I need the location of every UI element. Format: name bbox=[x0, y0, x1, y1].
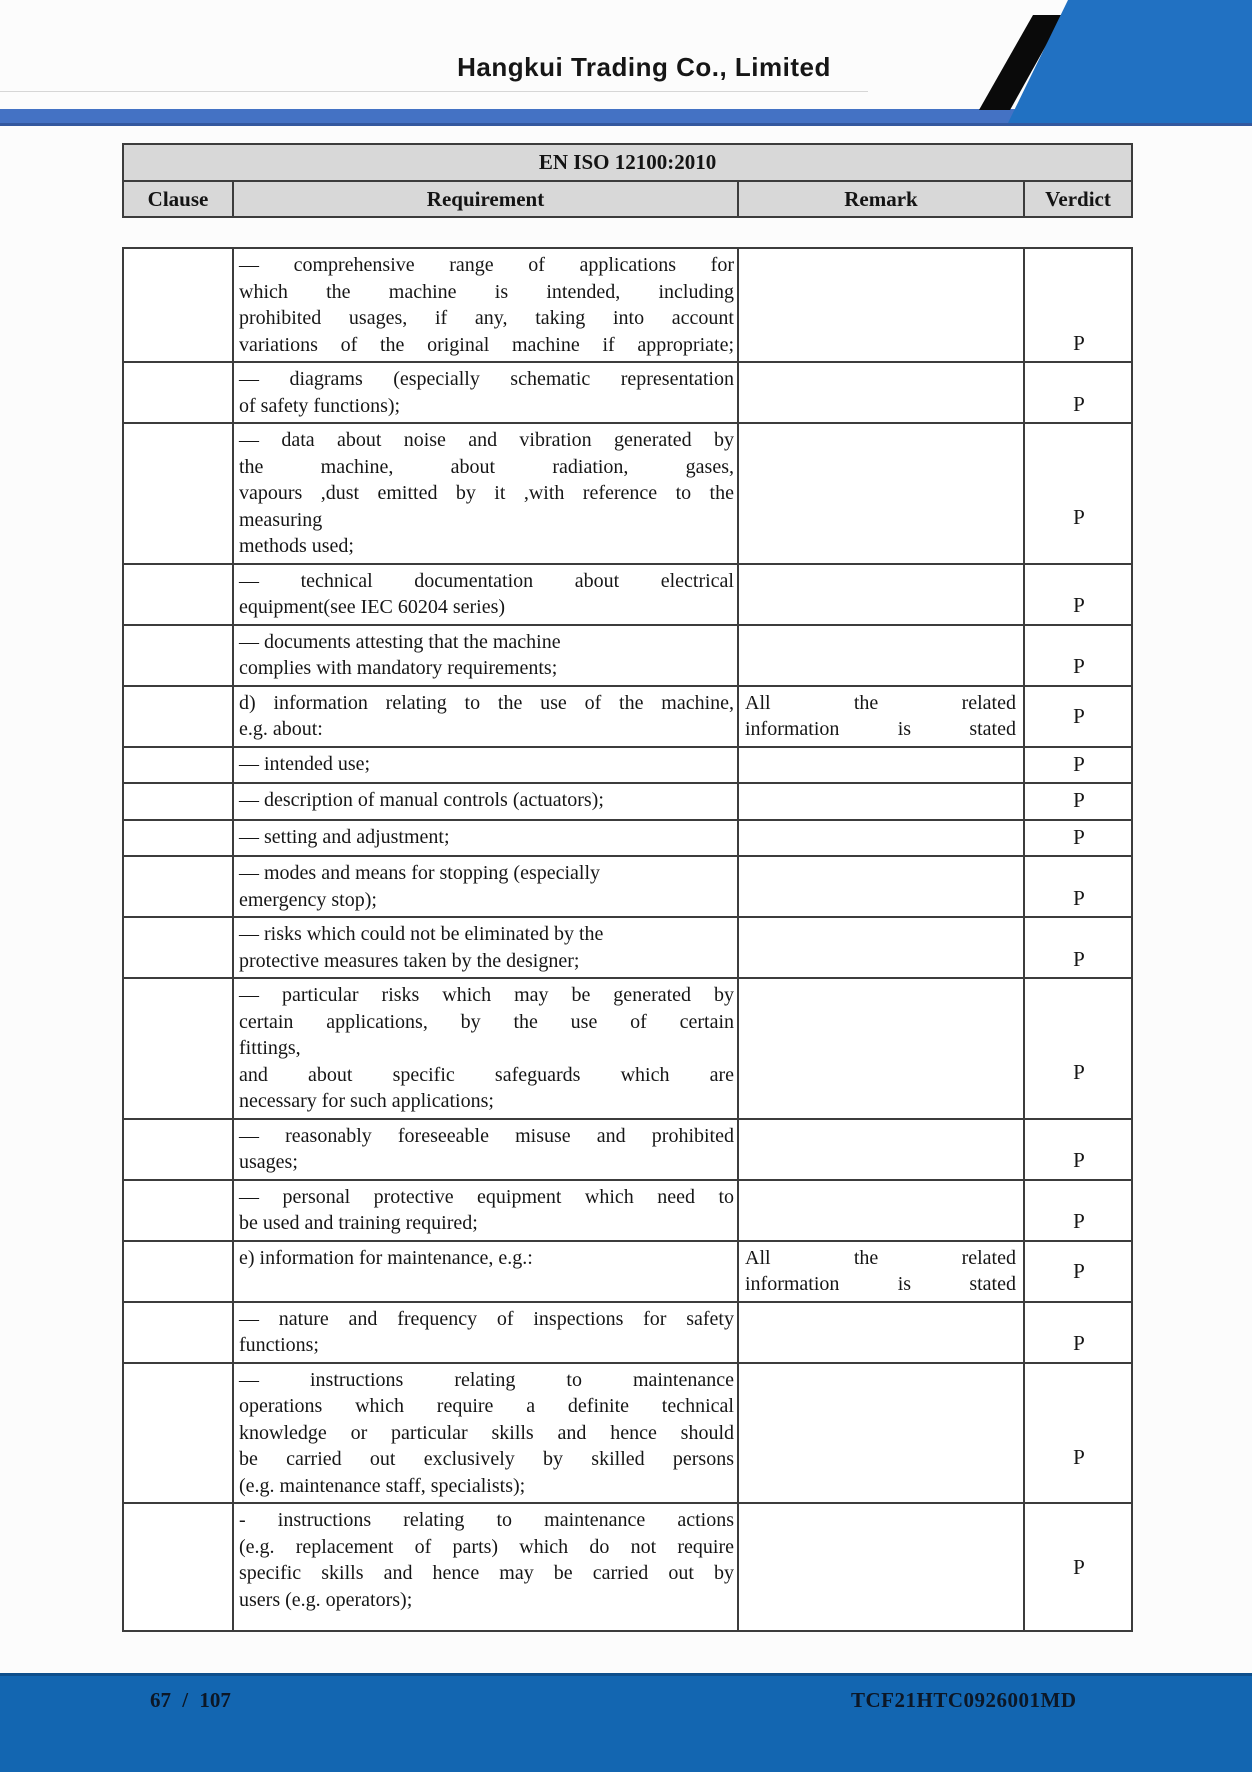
remark-cell bbox=[738, 1363, 1024, 1504]
remark-cell bbox=[738, 1503, 1024, 1631]
verdict-cell: P bbox=[1024, 978, 1132, 1119]
verdict-cell: P bbox=[1024, 856, 1132, 917]
column-header-requirement: Requirement bbox=[233, 181, 738, 217]
requirement-cell bbox=[233, 564, 738, 625]
remark-cell bbox=[738, 1119, 1024, 1180]
clause-cell bbox=[123, 978, 233, 1119]
requirement-text-line: vapours ,dust emitted by it ,with reference to the bbox=[239, 482, 734, 504]
table-row bbox=[123, 686, 1132, 747]
verdict-cell: P bbox=[1024, 747, 1132, 784]
requirement-text-line: — reasonably foreseeable misuse and prohibited bbox=[239, 1124, 734, 1147]
requirement-text-line: be carried out exclusively by skilled persons bbox=[239, 1448, 734, 1470]
requirement-cell bbox=[233, 917, 738, 978]
requirement-text-line: - instructions relating to maintenance actions bbox=[239, 1509, 734, 1531]
requirement-cell bbox=[233, 1363, 738, 1504]
remark-cell bbox=[738, 686, 1024, 747]
clause-cell bbox=[123, 917, 233, 978]
clause-cell bbox=[123, 1302, 233, 1363]
requirements-table bbox=[122, 247, 1133, 1632]
requirement-text-line: — data about noise and vibration generated by bbox=[239, 429, 734, 451]
clause-cell bbox=[123, 686, 233, 747]
verdict-cell: P bbox=[1024, 362, 1132, 423]
remark-cell bbox=[738, 856, 1024, 917]
remark-cell bbox=[738, 248, 1024, 362]
column-header-verdict: Verdict bbox=[1024, 181, 1132, 217]
remark-text-line: information is stated bbox=[745, 718, 1016, 740]
clause-cell bbox=[123, 783, 233, 820]
requirement-cell bbox=[233, 1503, 738, 1631]
table-row bbox=[123, 747, 1132, 784]
table-row bbox=[123, 1180, 1132, 1241]
standard-header-table bbox=[122, 143, 1133, 218]
table-row bbox=[123, 564, 1132, 625]
clause-cell bbox=[123, 248, 233, 362]
clause-cell bbox=[123, 820, 233, 857]
requirement-text-line: operations which require a definite technical bbox=[239, 1395, 734, 1417]
requirement-text-line: prohibited usages, if any, taking into account bbox=[239, 307, 734, 329]
remark-cell bbox=[738, 423, 1024, 564]
table-row bbox=[123, 1241, 1132, 1302]
requirement-text-line: — setting and adjustment; bbox=[239, 825, 450, 848]
clause-cell bbox=[123, 625, 233, 686]
requirement-text-line: users (e.g. operators); bbox=[239, 1588, 413, 1611]
requirement-text-line: — documents attesting that the machine bbox=[239, 630, 561, 653]
remark-text-line: information is stated bbox=[745, 1273, 1016, 1295]
table-row bbox=[123, 1503, 1132, 1631]
page-number: 67 / 107 bbox=[150, 1688, 231, 1712]
table-row bbox=[123, 856, 1132, 917]
requirement-text-line: equipment(see IEC 60204 series) bbox=[239, 596, 506, 618]
requirement-cell bbox=[233, 1180, 738, 1241]
remark-text-line: All the related bbox=[745, 1246, 1016, 1269]
remark-cell bbox=[738, 747, 1024, 784]
verdict-cell: P bbox=[1024, 625, 1132, 686]
clause-cell bbox=[123, 423, 233, 564]
requirement-text-line: — diagrams (especially schematic representation bbox=[239, 368, 734, 390]
requirement-text-line: — technical documentation about electrical bbox=[239, 569, 734, 592]
requirement-cell bbox=[233, 362, 738, 423]
requirement-text-line: — comprehensive range of applications for bbox=[239, 254, 734, 276]
standard-title: EN ISO 12100:2010 bbox=[123, 144, 1132, 181]
requirement-text-line: — intended use; bbox=[239, 752, 371, 775]
verdict-cell: P bbox=[1024, 917, 1132, 978]
requirement-cell bbox=[233, 978, 738, 1119]
verdict-cell: P bbox=[1024, 1503, 1132, 1631]
requirement-text-line: — nature and frequency of inspections for safety bbox=[239, 1307, 734, 1330]
remark-cell bbox=[738, 978, 1024, 1119]
requirement-text-line: methods used; bbox=[239, 535, 354, 557]
requirement-cell bbox=[233, 820, 738, 857]
remark-cell bbox=[738, 917, 1024, 978]
table-row bbox=[123, 1119, 1132, 1180]
verdict-cell: P bbox=[1024, 248, 1132, 362]
verdict-cell: P bbox=[1024, 1119, 1132, 1180]
verdict-cell: P bbox=[1024, 1241, 1132, 1302]
requirement-text-line: of safety functions); bbox=[239, 394, 401, 417]
requirement-text-line: measuring bbox=[239, 508, 323, 531]
company-title: Hangkui Trading Co., Limited bbox=[457, 52, 831, 82]
requirement-text-line: usages; bbox=[239, 1151, 298, 1173]
requirement-text-line: — instructions relating to maintenance bbox=[239, 1368, 734, 1391]
header-divider-line bbox=[0, 91, 868, 92]
table-row bbox=[123, 1363, 1132, 1504]
requirement-text-line: specific skills and hence may be carried out by bbox=[239, 1562, 734, 1584]
table-row bbox=[123, 917, 1132, 978]
remark-cell bbox=[738, 783, 1024, 820]
remark-cell bbox=[738, 362, 1024, 423]
requirement-text-line: — modes and means for stopping (especially bbox=[239, 862, 601, 884]
table-row bbox=[123, 978, 1132, 1119]
clause-cell bbox=[123, 362, 233, 423]
requirement-cell bbox=[233, 747, 738, 784]
table-row bbox=[123, 248, 1132, 362]
requirement-cell bbox=[233, 625, 738, 686]
verdict-cell: P bbox=[1024, 1302, 1132, 1363]
requirement-text-line: be used and training required; bbox=[239, 1212, 478, 1234]
table-row bbox=[123, 625, 1132, 686]
remark-cell bbox=[738, 564, 1024, 625]
table-row bbox=[123, 820, 1132, 857]
doc-code: TCF21HTC0926001MD bbox=[851, 1688, 1077, 1712]
requirement-text-line: functions; bbox=[239, 1334, 319, 1356]
verdict-cell: P bbox=[1024, 564, 1132, 625]
table-row bbox=[123, 1302, 1132, 1363]
requirement-text-line: complies with mandatory requirements; bbox=[239, 657, 558, 679]
verdict-cell: P bbox=[1024, 820, 1132, 857]
requirement-cell bbox=[233, 783, 738, 820]
verdict-cell: P bbox=[1024, 1363, 1132, 1504]
requirement-text-line: e.g. about: bbox=[239, 718, 323, 740]
remark-text-line: All the related bbox=[745, 691, 1016, 714]
clause-cell bbox=[123, 856, 233, 917]
clause-cell bbox=[123, 1119, 233, 1180]
requirement-cell bbox=[233, 686, 738, 747]
requirement-cell bbox=[233, 1241, 738, 1302]
table-row bbox=[123, 362, 1132, 423]
requirement-text-line: the machine, about radiation, gases, bbox=[239, 455, 734, 478]
remark-cell bbox=[738, 1241, 1024, 1302]
requirement-cell bbox=[233, 423, 738, 564]
requirement-text-line: — risks which could not be eliminated by the bbox=[239, 923, 604, 945]
requirement-text-line: knowledge or particular skills and hence should bbox=[239, 1421, 734, 1444]
requirement-text-line: emergency stop); bbox=[239, 888, 377, 911]
requirement-cell bbox=[233, 1302, 738, 1363]
requirement-text-line: (e.g. replacement of parts) which do not require bbox=[239, 1535, 734, 1558]
column-header-remark: Remark bbox=[738, 181, 1024, 217]
clause-cell bbox=[123, 747, 233, 784]
clause-cell bbox=[123, 1363, 233, 1504]
clause-cell bbox=[123, 1241, 233, 1302]
remark-cell bbox=[738, 625, 1024, 686]
requirement-cell bbox=[233, 248, 738, 362]
remark-cell bbox=[738, 820, 1024, 857]
requirement-text-line: necessary for such applications; bbox=[239, 1090, 494, 1112]
verdict-cell: P bbox=[1024, 423, 1132, 564]
requirements-table-body bbox=[123, 248, 1132, 1631]
clause-cell bbox=[123, 1180, 233, 1241]
clause-cell bbox=[123, 1503, 233, 1631]
requirement-text-line: e) information for maintenance, e.g.: bbox=[239, 1246, 533, 1269]
verdict-cell: P bbox=[1024, 783, 1132, 820]
column-header-clause: Clause bbox=[123, 181, 233, 217]
requirement-cell bbox=[233, 1119, 738, 1180]
table-row bbox=[123, 783, 1132, 820]
verdict-cell: P bbox=[1024, 686, 1132, 747]
requirement-text-line: — personal protective equipment which need to bbox=[239, 1185, 734, 1208]
clause-cell bbox=[123, 564, 233, 625]
table-row bbox=[123, 423, 1132, 564]
requirement-text-line: (e.g. maintenance staff, specialists); bbox=[239, 1474, 526, 1497]
requirement-cell bbox=[233, 856, 738, 917]
verdict-cell: P bbox=[1024, 1180, 1132, 1241]
remark-cell bbox=[738, 1180, 1024, 1241]
requirement-text-line: d) information relating to the use of the machine, bbox=[239, 691, 734, 714]
requirement-text-line: — description of manual controls (actuators); bbox=[239, 789, 604, 811]
requirement-text-line: variations of the original machine if appropriate; bbox=[239, 333, 734, 356]
footer-band bbox=[0, 1673, 1252, 1772]
remark-cell bbox=[738, 1302, 1024, 1363]
requirement-text-line: fittings, bbox=[239, 1037, 301, 1059]
requirement-text-line: protective measures taken by the designer; bbox=[239, 949, 580, 972]
requirement-text-line: — particular risks which may be generated by bbox=[239, 984, 734, 1006]
requirement-text-line: and about specific safeguards which are bbox=[239, 1063, 734, 1086]
requirement-text-line: certain applications, by the use of certain bbox=[239, 1010, 734, 1033]
requirement-text-line: which the machine is intended, including bbox=[239, 280, 734, 303]
